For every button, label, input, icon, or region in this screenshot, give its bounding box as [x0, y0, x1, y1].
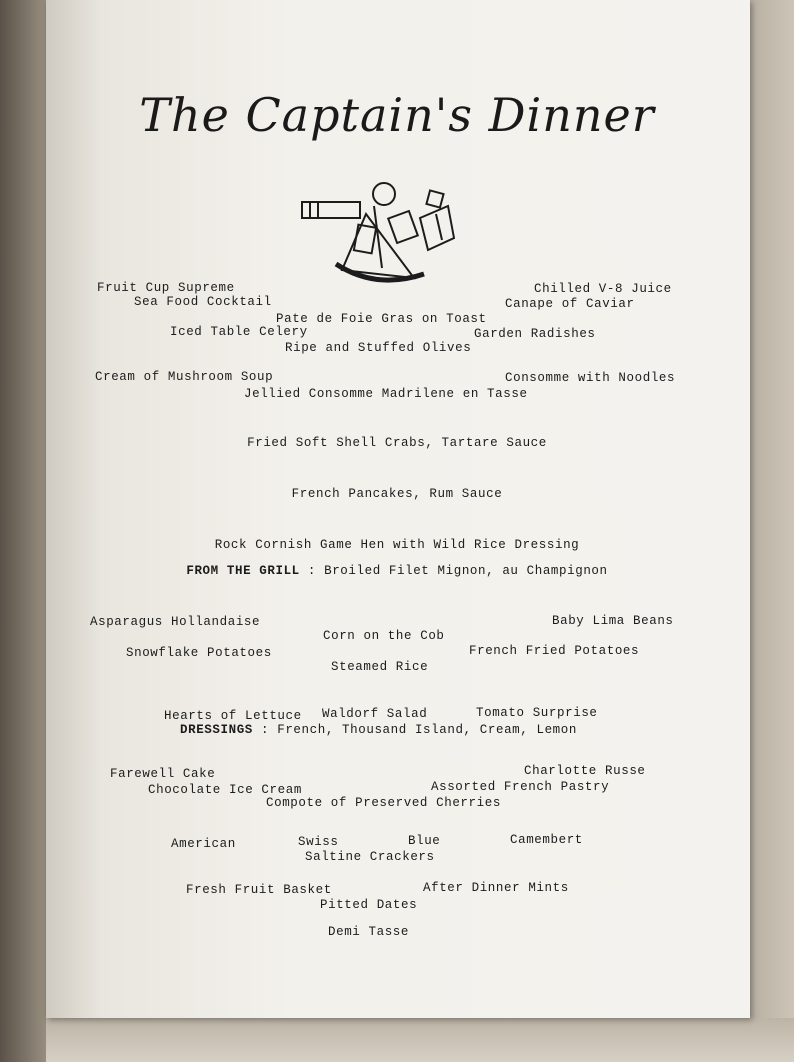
menu-item-after-dinner-mints: After Dinner Mints — [423, 881, 569, 895]
menu-item-game-hen: Rock Cornish Game Hen with Wild Rice Dressing — [214, 538, 580, 552]
menu-item-consomme-noodles: Consomme with Noodles — [505, 371, 676, 385]
menu-page — [46, 0, 750, 1018]
menu-item-madrilene: Jellied Consomme Madrilene en Tasse — [244, 387, 528, 401]
menu-item-camembert: Camembert — [510, 833, 583, 847]
grill-item: : Broiled Filet Mignon, au Champignon — [307, 564, 608, 578]
menu-item-farewell-cake: Farewell Cake — [110, 767, 216, 781]
menu-item-saltine-crackers: Saltine Crackers — [305, 850, 435, 864]
menu-item-olives: Ripe and Stuffed Olives — [285, 341, 472, 355]
menu-item-mushroom-soup: Cream of Mushroom Soup — [95, 370, 274, 384]
menu-item-swiss: Swiss — [298, 835, 339, 849]
menu-item-dressings-line — [180, 722, 577, 738]
grill-label: FROM THE GRILL — [186, 564, 300, 578]
menu-item-fruit-basket: Fresh Fruit Basket — [186, 883, 332, 897]
menu-item-soft-shell-crabs: Fried Soft Shell Crabs, Tartare Sauce — [247, 436, 547, 450]
menu-title: The Captain's Dinner — [139, 88, 655, 142]
menu-item-asparagus: Asparagus Hollandaise — [90, 615, 261, 629]
page-edge-right — [750, 0, 794, 1062]
menu-item-corn: Corn on the Cob — [323, 629, 445, 643]
menu-item-tomato: Tomato Surprise — [476, 706, 598, 720]
menu-item-waldorf: Waldorf Salad — [322, 707, 428, 721]
menu-item-cherries: Compote of Preserved Cherries — [266, 796, 501, 810]
menu-item-french-pancakes: French Pancakes, Rum Sauce — [291, 487, 503, 501]
menu-item-blue: Blue — [408, 834, 441, 848]
menu-item-american: American — [171, 837, 236, 851]
menu-item-foie-gras: Pate de Foie Gras on Toast — [276, 312, 487, 326]
menu-item-hearts-lettuce: Hearts of Lettuce — [164, 709, 302, 723]
menu-item-chocolate-ice-cream: Chocolate Ice Cream — [148, 783, 302, 797]
menu-item-demi-tasse: Demi Tasse — [328, 925, 410, 939]
menu-item-charlotte-russe: Charlotte Russe — [524, 764, 646, 778]
menu-item-french-fried: French Fried Potatoes — [469, 644, 640, 658]
menu-item-steamed-rice: Steamed Rice — [331, 660, 429, 674]
sextant-icon — [296, 178, 460, 286]
menu-item-v8-juice: Chilled V-8 Juice — [534, 282, 672, 296]
page-edge-bottom — [46, 1018, 794, 1062]
menu-item-sea-food: Sea Food Cocktail — [134, 295, 272, 309]
menu-item-snowflake-potatoes: Snowflake Potatoes — [126, 646, 272, 660]
menu-item-radishes: Garden Radishes — [474, 327, 596, 341]
menu-item-fruit-cup: Fruit Cup Supreme — [97, 281, 235, 295]
dressings-list: : French, Thousand Island, Cream, Lemon — [261, 723, 577, 737]
menu-item-pitted-dates: Pitted Dates — [320, 898, 418, 912]
menu-item-grill-line — [0, 563, 794, 579]
menu-item-celery: Iced Table Celery — [170, 325, 308, 339]
menu-item-french-pastry: Assorted French Pastry — [431, 780, 610, 794]
menu-item-lima-beans: Baby Lima Beans — [552, 614, 674, 628]
dressings-label: DRESSINGS — [180, 723, 253, 737]
menu-item-caviar: Canape of Caviar — [505, 297, 635, 311]
